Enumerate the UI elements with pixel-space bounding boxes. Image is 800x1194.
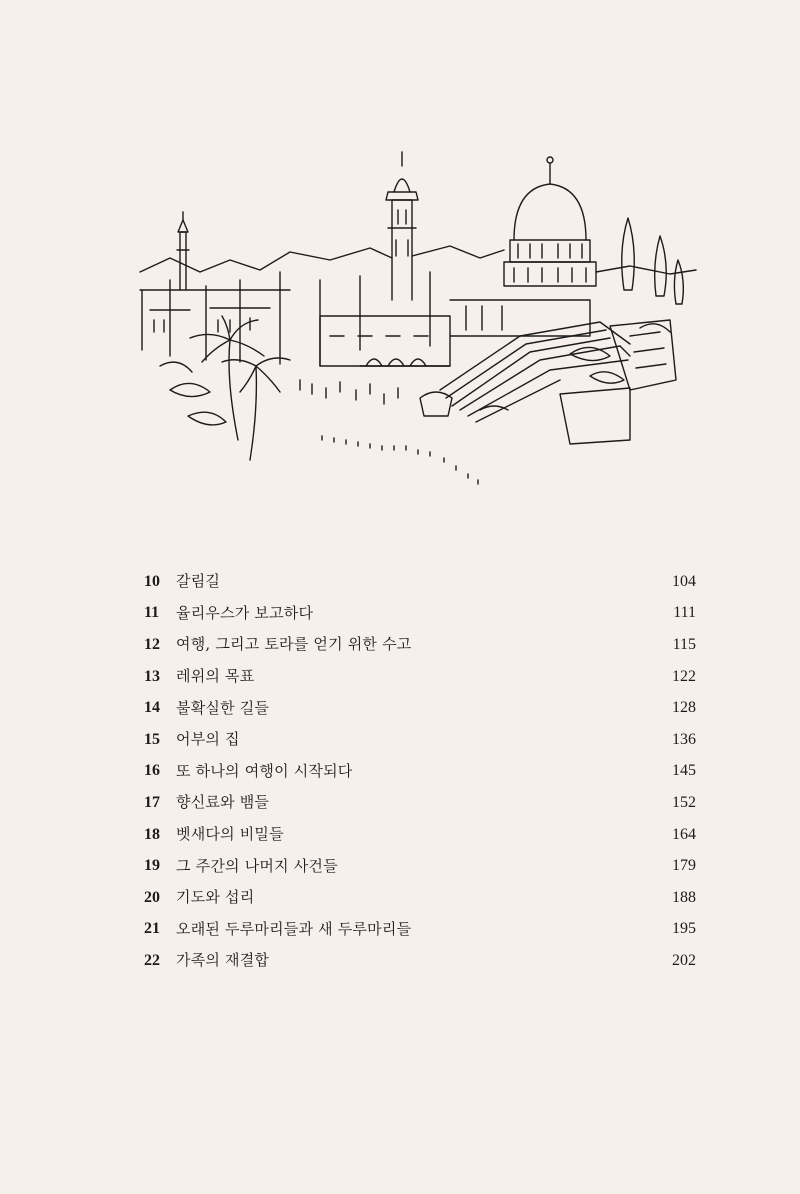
chapter-number: 21 xyxy=(144,920,160,938)
page-number: 152 xyxy=(672,793,696,811)
chapter-title: 그 주간의 나머지 사건들 xyxy=(176,856,338,875)
page-number: 136 xyxy=(672,730,696,748)
toc-entry[interactable] xyxy=(144,945,696,977)
toc-entry[interactable] xyxy=(144,724,696,756)
toc-entry[interactable] xyxy=(144,598,696,630)
toc-entry[interactable] xyxy=(144,914,696,946)
chapter-number: 22 xyxy=(144,951,160,969)
chapter-title: 갈림길 xyxy=(176,572,221,591)
page-number: 195 xyxy=(672,920,696,938)
chapter-number: 12 xyxy=(144,635,160,653)
toc-entry[interactable] xyxy=(144,787,696,819)
chapter-number: 17 xyxy=(144,793,160,811)
page-number: 104 xyxy=(672,572,696,590)
chapter-title: 레위의 목표 xyxy=(176,667,255,686)
chapter-number: 14 xyxy=(144,699,160,717)
toc-entry[interactable] xyxy=(144,819,696,851)
chapter-title: 불확실한 길들 xyxy=(176,698,270,717)
page-number: 164 xyxy=(672,825,696,843)
chapter-title: 향신료와 뱀들 xyxy=(176,793,270,812)
chapter-number: 20 xyxy=(144,888,160,906)
page-number: 111 xyxy=(673,604,696,622)
chapter-title: 어부의 집 xyxy=(176,730,240,749)
chapter-title: 가족의 재결합 xyxy=(176,951,270,970)
chapter-number: 18 xyxy=(144,825,160,843)
chapter-number: 11 xyxy=(144,604,160,622)
page-number: 128 xyxy=(672,699,696,717)
toc-entry[interactable] xyxy=(144,692,696,724)
toc-entry[interactable] xyxy=(144,661,696,693)
chapter-title: 여행, 그리고 토라를 얻기 위한 수고 xyxy=(176,635,412,654)
toc-entry[interactable] xyxy=(144,756,696,788)
chapter-title: 벳새다의 비밀들 xyxy=(176,825,284,844)
page-number: 188 xyxy=(672,888,696,906)
chapter-title: 율리우스가 보고하다 xyxy=(176,603,314,622)
chapter-title: 오래된 두루마리들과 새 두루마리들 xyxy=(176,919,412,938)
toc-entry[interactable] xyxy=(144,629,696,661)
chapter-number: 15 xyxy=(144,730,160,748)
chapter-number: 16 xyxy=(144,762,160,780)
chapter-number: 13 xyxy=(144,667,160,685)
page-number: 145 xyxy=(672,762,696,780)
page-number: 122 xyxy=(672,667,696,685)
jerusalem-skyline-icon xyxy=(130,140,700,500)
page-number: 115 xyxy=(672,635,696,653)
chapter-number: 10 xyxy=(144,572,160,590)
page-number: 179 xyxy=(672,857,696,875)
chapter-title: 또 하나의 여행이 시작되다 xyxy=(176,761,353,780)
table-of-contents xyxy=(144,566,696,977)
toc-entry[interactable] xyxy=(144,850,696,882)
page-number: 202 xyxy=(672,951,696,969)
toc-entry[interactable] xyxy=(144,566,696,598)
chapter-title: 기도와 섭리 xyxy=(176,888,255,907)
chapter-number: 19 xyxy=(144,857,160,875)
toc-entry[interactable] xyxy=(144,882,696,914)
